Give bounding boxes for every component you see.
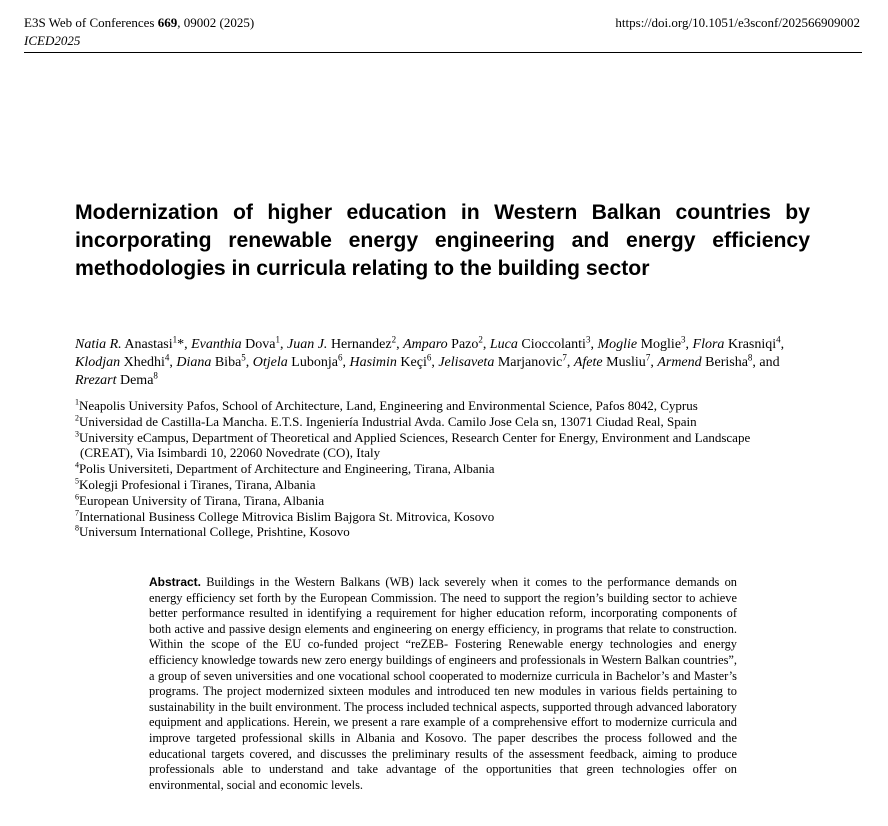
author-given-name: Diana <box>176 355 212 370</box>
conference-name: ICED2025 <box>24 33 81 48</box>
author-separator: , <box>169 355 177 370</box>
author <box>597 334 686 352</box>
author-family-name: Moglie <box>640 337 682 352</box>
author-affiliation-number: 4 <box>776 334 781 345</box>
author-separator: , <box>780 337 785 352</box>
author-affiliation-number: 7 <box>645 352 651 363</box>
author-family-name: Biba <box>214 355 242 370</box>
running-header-left <box>24 14 254 50</box>
author-affiliation-number: 2 <box>478 334 483 345</box>
affiliation-number: 7 <box>75 508 79 518</box>
author-separator: , <box>342 355 350 370</box>
author <box>75 352 170 370</box>
header-divider <box>24 52 862 53</box>
author-separator: , <box>184 337 192 352</box>
affiliation <box>75 477 815 493</box>
affiliation <box>75 461 815 477</box>
author-given-name: Jelisaveta <box>438 355 495 370</box>
author-separator: , <box>245 355 253 370</box>
author-separator: , <box>396 337 404 352</box>
author-family-name: Musliu <box>606 355 646 370</box>
author-given-name: Evanthia <box>191 337 242 352</box>
affiliation-text: (CREAT), Via Isimbardi 10, 22060 Novedrate (CO), Italy <box>80 445 381 461</box>
author-given-name: Moglie <box>597 337 638 352</box>
author-separator: , <box>685 337 693 352</box>
author-given-name: Hasimin <box>349 355 397 370</box>
author-affiliation-number: 1 <box>172 334 178 345</box>
affiliation <box>75 524 815 540</box>
doi-link[interactable]: https://doi.org/10.1051/e3sconf/202566909002 <box>615 15 860 30</box>
affiliation-list <box>75 398 815 540</box>
affiliation-text: European University of Tirana, Tirana, Albania <box>79 492 325 508</box>
author-given-name: Amparo <box>403 337 448 352</box>
author-given-name: Natia R. <box>75 337 122 352</box>
affiliation <box>75 414 815 430</box>
affiliation-number: 1 <box>75 397 79 407</box>
author-affiliation-number: 8 <box>153 370 158 381</box>
affiliation-text: University eCampus, Department of Theoretical and Applied Sciences, Research Center for Energy, Environment and Landscape <box>79 429 751 445</box>
author <box>349 352 432 370</box>
author <box>573 352 651 370</box>
author-given-name: Rrezart <box>75 373 117 388</box>
author <box>438 352 567 370</box>
corresponding-author-mark: * <box>177 337 185 352</box>
author-affiliation-number: 7 <box>562 352 567 363</box>
author <box>191 334 280 352</box>
journal-name: E3S Web of Conferences <box>24 15 155 30</box>
author-family-name: Dema <box>119 373 154 388</box>
affiliation-text: Polis Universiteti, Department of Architecture and Engineering, Tirana, Albania <box>79 461 495 477</box>
journal-citation <box>24 14 254 32</box>
author-separator: , <box>482 337 490 352</box>
affiliation-text: Kolegji Profesional i Tiranes, Tirana, Albania <box>79 476 316 492</box>
author-family-name: Krasniqi <box>727 337 777 352</box>
author-affiliation-number: 4 <box>164 352 170 363</box>
author-separator: , <box>590 337 598 352</box>
affiliation-text: Universidad de Castilla-La Mancha. E.T.S. Ingeniería Industrial Avda. Camilo Jose Cela sn, 13071 Ciudad Real, Spain <box>79 413 697 429</box>
author-family-name: Keçi <box>400 355 427 370</box>
author-given-name: Afete <box>573 355 603 370</box>
author <box>692 334 781 352</box>
author-family-name: Lubonja <box>291 355 338 370</box>
affiliation-text: Neapolis University Pafos, School of Architecture, Land, Engineering and Environmental Science, Pafos 8042, Cyprus <box>79 398 698 413</box>
author-affiliation-number: 3 <box>585 334 591 345</box>
author-affiliation-number: 6 <box>337 352 343 363</box>
author-separator: , <box>650 355 658 370</box>
affiliation-number: 2 <box>75 413 79 423</box>
author-affiliation-number: 5 <box>241 352 246 363</box>
paper-title: Modernization of higher education in Western Balkan countries by incorporating renewable energy engineering and energy efficiency methodologies in curricula relating to the building sector <box>75 201 810 280</box>
affiliation-number: 3 <box>75 429 79 439</box>
author-family-name: Hernandez <box>330 337 392 352</box>
author <box>287 334 397 352</box>
affiliation-number: 5 <box>75 476 79 486</box>
abstract-label: Abstract. <box>149 575 202 589</box>
author-separator: , <box>431 355 439 370</box>
author-family-name: Marjanovic <box>497 355 563 370</box>
author <box>75 334 185 352</box>
author <box>403 334 483 352</box>
author-list <box>75 336 810 390</box>
abstract-text: Buildings in the Western Balkans (WB) lack severely when it comes to the performance demands on energy efficiency set forth by the European Commission. The need to support the region’s building sector to achieve better performance resulted in identifying a requirement for higher education reform, incorporating components of both active and passive design elements and engineering on energy efficiency, in programs that relate to construction. Within the scope of the EU co-funded project “reZEB- Fostering Renewable energy technologies and energy efficiency knowledge towards new zero energy buildings of engineers and professionals in Western Balkan countries”, a group of seven universities and one vocational school cooperated to modernize curricula in Bachelor’s and Master’s programs. The project modernized sixteen modules and introduced ten new modules in various fields pertaining to sustainability in the built environment. The process included technical aspects, supported through advanced laboratory equipment and applications. Herein, we present a rare example of a comprehensive effort to modernize curricula and improve targeted professional skills in Albania and Kosovo. The paper describes the process followed and the educational targets covered, and discusses the preliminary results of the assessment feedback, aiming to produce professionals able to understand and take advantage of the opportunities that green technologies offer on environmental, social and economic levels. <box>149 575 737 792</box>
author-family-name: Xhedhi <box>123 355 165 370</box>
author-family-name: Anastasi <box>124 337 173 352</box>
affiliation-number: 6 <box>75 492 79 502</box>
author-affiliation-number: 2 <box>391 334 397 345</box>
abstract <box>149 575 737 793</box>
author <box>252 352 343 370</box>
author-affiliation-number: 1 <box>275 334 280 345</box>
author <box>657 352 753 370</box>
author <box>176 352 246 370</box>
author-separator: , <box>280 337 287 352</box>
author-affiliation-number: 3 <box>681 334 686 345</box>
author-family-name: Dova <box>245 337 276 352</box>
author-family-name: Pazo <box>451 337 479 352</box>
author-separator: , and <box>752 355 780 370</box>
author <box>489 334 591 352</box>
affiliation-text: Universum International College, Prishtine, Kosovo <box>79 524 350 540</box>
affiliation <box>75 430 815 462</box>
affiliation <box>75 493 815 509</box>
author-given-name: Flora <box>692 337 725 352</box>
author-family-name: Berisha <box>705 355 748 370</box>
author-given-name: Luca <box>489 337 518 352</box>
affiliation <box>75 509 815 525</box>
article-number-year: , 09002 (2025) <box>177 15 255 30</box>
affiliation-number: 8 <box>75 524 79 534</box>
affiliation-number: 4 <box>75 460 79 470</box>
author-given-name: Armend <box>657 355 702 370</box>
author-family-name: Cioccolanti <box>521 337 586 352</box>
author-given-name: Juan J. <box>287 337 328 352</box>
author-affiliation-number: 6 <box>426 352 432 363</box>
author <box>75 370 158 388</box>
affiliation <box>75 398 815 414</box>
affiliation-text: International Business College Mitrovica Bislim Bajgora St. Mitrovica, Kosovo <box>79 508 495 524</box>
author-separator: , <box>566 355 574 370</box>
author-given-name: Otjela <box>252 355 288 370</box>
journal-volume: 669 <box>157 15 178 30</box>
author-affiliation-number: 8 <box>747 352 753 363</box>
author-given-name: Klodjan <box>75 355 121 370</box>
